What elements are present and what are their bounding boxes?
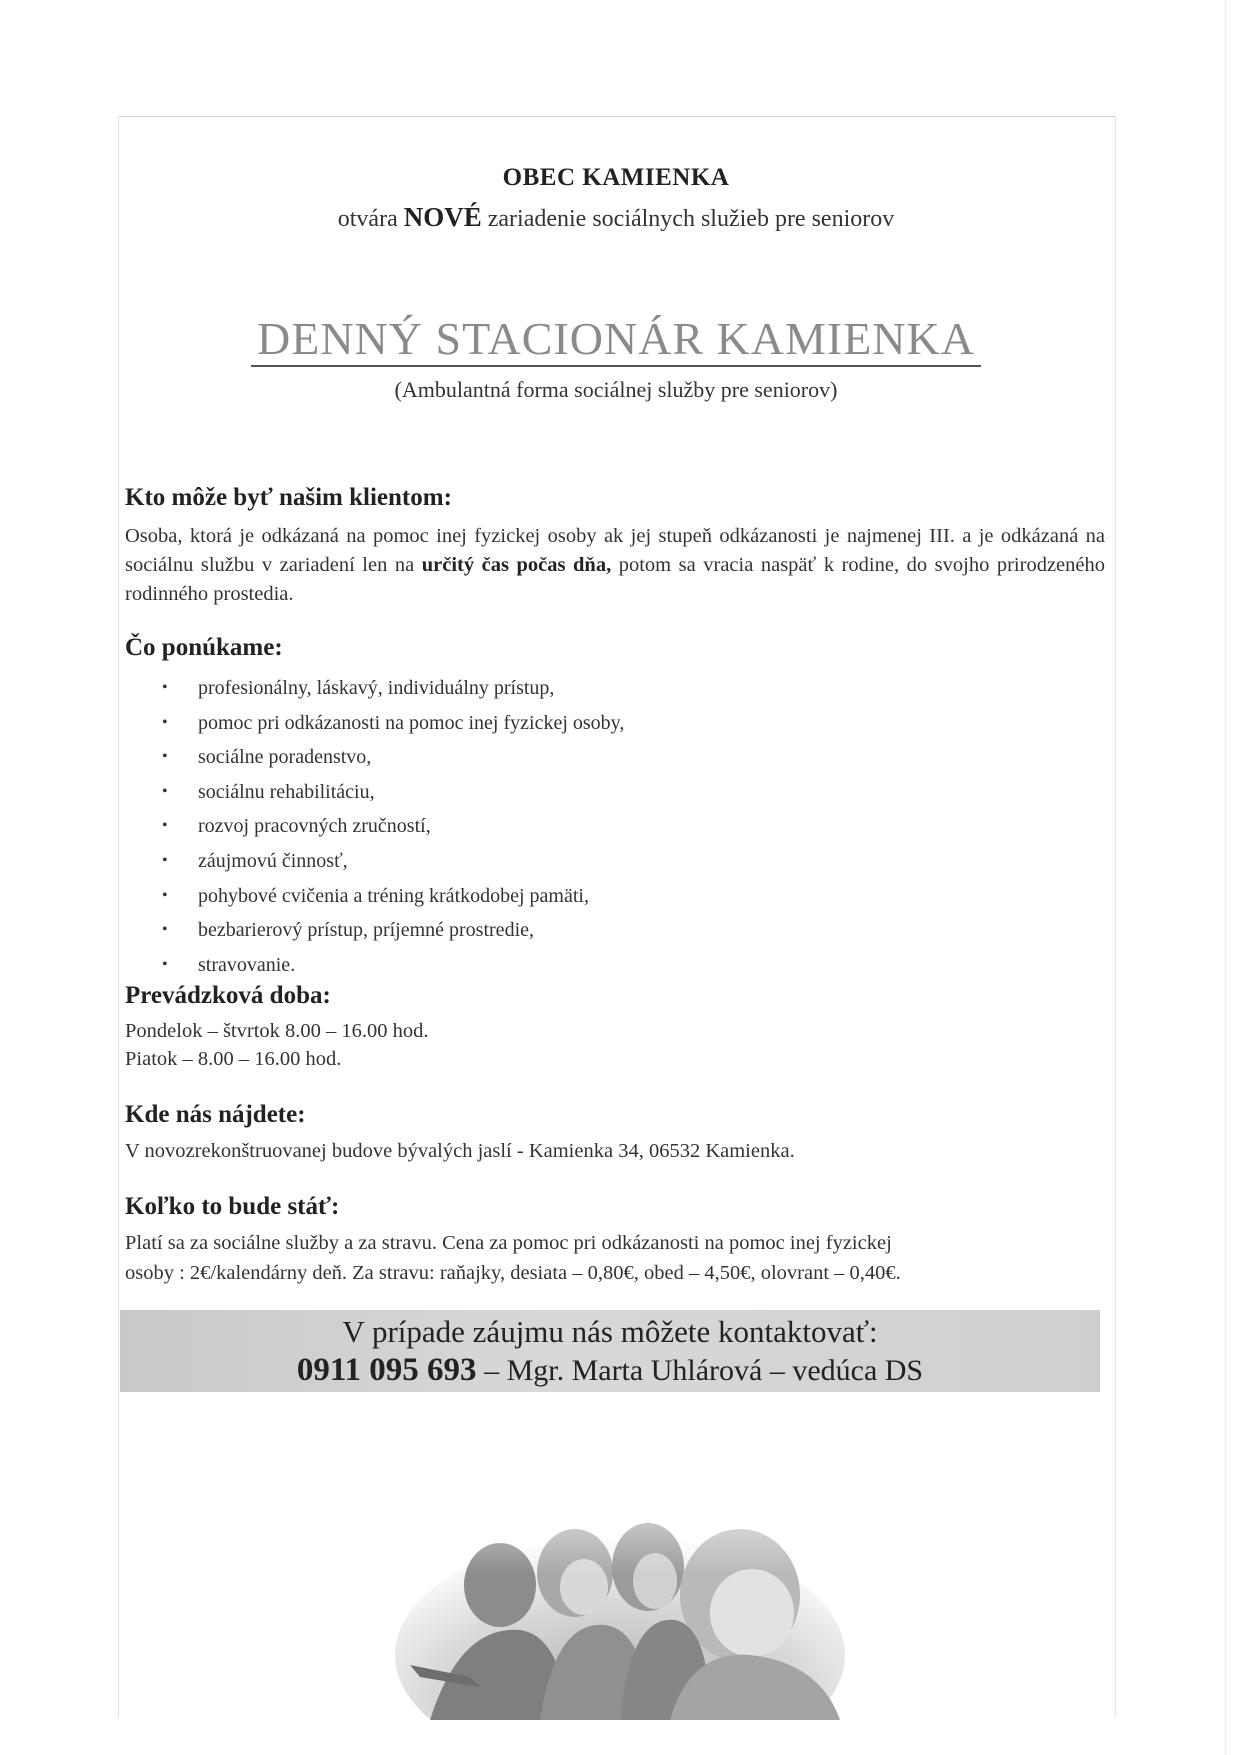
contact-invite: V prípade záujmu nás môžete kontaktovať: — [342, 1314, 878, 1349]
bullet: • — [162, 851, 168, 869]
page-title-text: DENNÝ STACIONÁR KAMIENKA — [251, 313, 981, 367]
location-text: V novozrekonštruovanej budove bývalých jaslí - Kamienka 34, 06532 Kamienka. — [125, 1140, 795, 1162]
opens-prefix: otvára — [337, 206, 398, 232]
list-item-text: záujmovú činnosť, — [198, 849, 348, 872]
clients-text — [125, 522, 1105, 609]
bullet: • — [162, 782, 168, 800]
contact-phone: 0911 095 693 — [296, 1352, 477, 1388]
clients-text-1: Osoba, ktorá je odkázaná na pomoc inej fyzickej osoby ak jej stupeň odkázanosti je najmenej III. a je odkázaná na sociálnu službu v zariadení len na — [125, 525, 1105, 576]
bullet: • — [162, 679, 168, 696]
list-item-text: pohybové cvičenia a tréning krátkodobej pamäti, — [198, 884, 589, 907]
cost-line-1: Platí sa za sociálne služby a za stravu. Cena za pomoc pri odkázanosti na pomoc inej fyzickej — [125, 1232, 892, 1254]
page-title — [118, 312, 1114, 365]
list-item — [160, 740, 624, 775]
hours-line-2: Piatok – 8.00 – 16.00 hod. — [125, 1048, 342, 1070]
clients-text-2: potom sa vracia naspäť k rodine, do svojho prirodzeného rodinného prostedia. — [125, 554, 1105, 605]
list-item — [160, 706, 624, 741]
list-item-text: profesionálny, láskavý, individuálny prístup, — [198, 677, 555, 699]
list-item-text: bezbarierový prístup, príjemné prostredie, — [198, 919, 534, 942]
list-item — [160, 913, 624, 948]
clients-text-bold: určitý čas počas dňa, — [421, 554, 612, 576]
list-item — [160, 879, 624, 914]
list-item-text: sociálnu rehabilitáciu, — [198, 780, 375, 803]
list-item-text: sociálne poradenstvo, — [198, 746, 372, 769]
organization-name: OBEC KAMIENKA — [502, 164, 730, 191]
bullet: • — [162, 713, 168, 731]
opens-strong: NOVÉ — [403, 202, 482, 232]
scan-edge-line — [1225, 0, 1226, 1755]
list-item-text: pomoc pri odkázanosti na pomoc inej fyzickej osoby, — [198, 711, 625, 734]
contact-person: – Mgr. Marta Uhlárová – vedúca DS — [484, 1354, 924, 1387]
bullet: • — [162, 817, 168, 835]
list-item-text: stravovanie. — [198, 953, 296, 976]
opening-announcement — [118, 202, 1114, 233]
page-subtitle: (Ambulantná forma sociálnej služby pre seniorov) — [394, 377, 838, 402]
list-item — [160, 809, 624, 844]
cost-line-2: osoby : 2€/kalendárny deň. Za stravu: raňajky, desiata – 0,80€, obed – 4,50€, olovrant – 0,40€. — [125, 1262, 901, 1284]
bullet: • — [162, 748, 168, 766]
bullet: • — [162, 921, 168, 939]
opens-suffix: zariadenie sociálnych služieb pre seniorov — [487, 206, 895, 232]
seniors-photo — [390, 1455, 850, 1720]
offer-list — [160, 671, 624, 982]
list-item-text: rozvoj pracovných zručností, — [198, 815, 431, 838]
list-item — [160, 948, 624, 983]
cost-heading: Koľko to bude stáť: — [125, 1193, 340, 1220]
list-item — [160, 671, 624, 706]
offer-heading: Čo ponúkame: — [125, 634, 283, 661]
list-item — [160, 775, 624, 810]
hours-line-1: Pondelok – štvrtok 8.00 – 16.00 hod. — [125, 1020, 429, 1042]
bullet: • — [162, 955, 168, 973]
hours-heading: Prevádzková doba: — [125, 982, 331, 1009]
contact-details — [120, 1352, 1100, 1389]
list-item — [160, 844, 624, 879]
clients-heading: Kto môže byť našim klientom: — [125, 484, 452, 511]
location-heading: Kde nás nájdete: — [125, 1101, 306, 1128]
bullet: • — [162, 886, 168, 904]
